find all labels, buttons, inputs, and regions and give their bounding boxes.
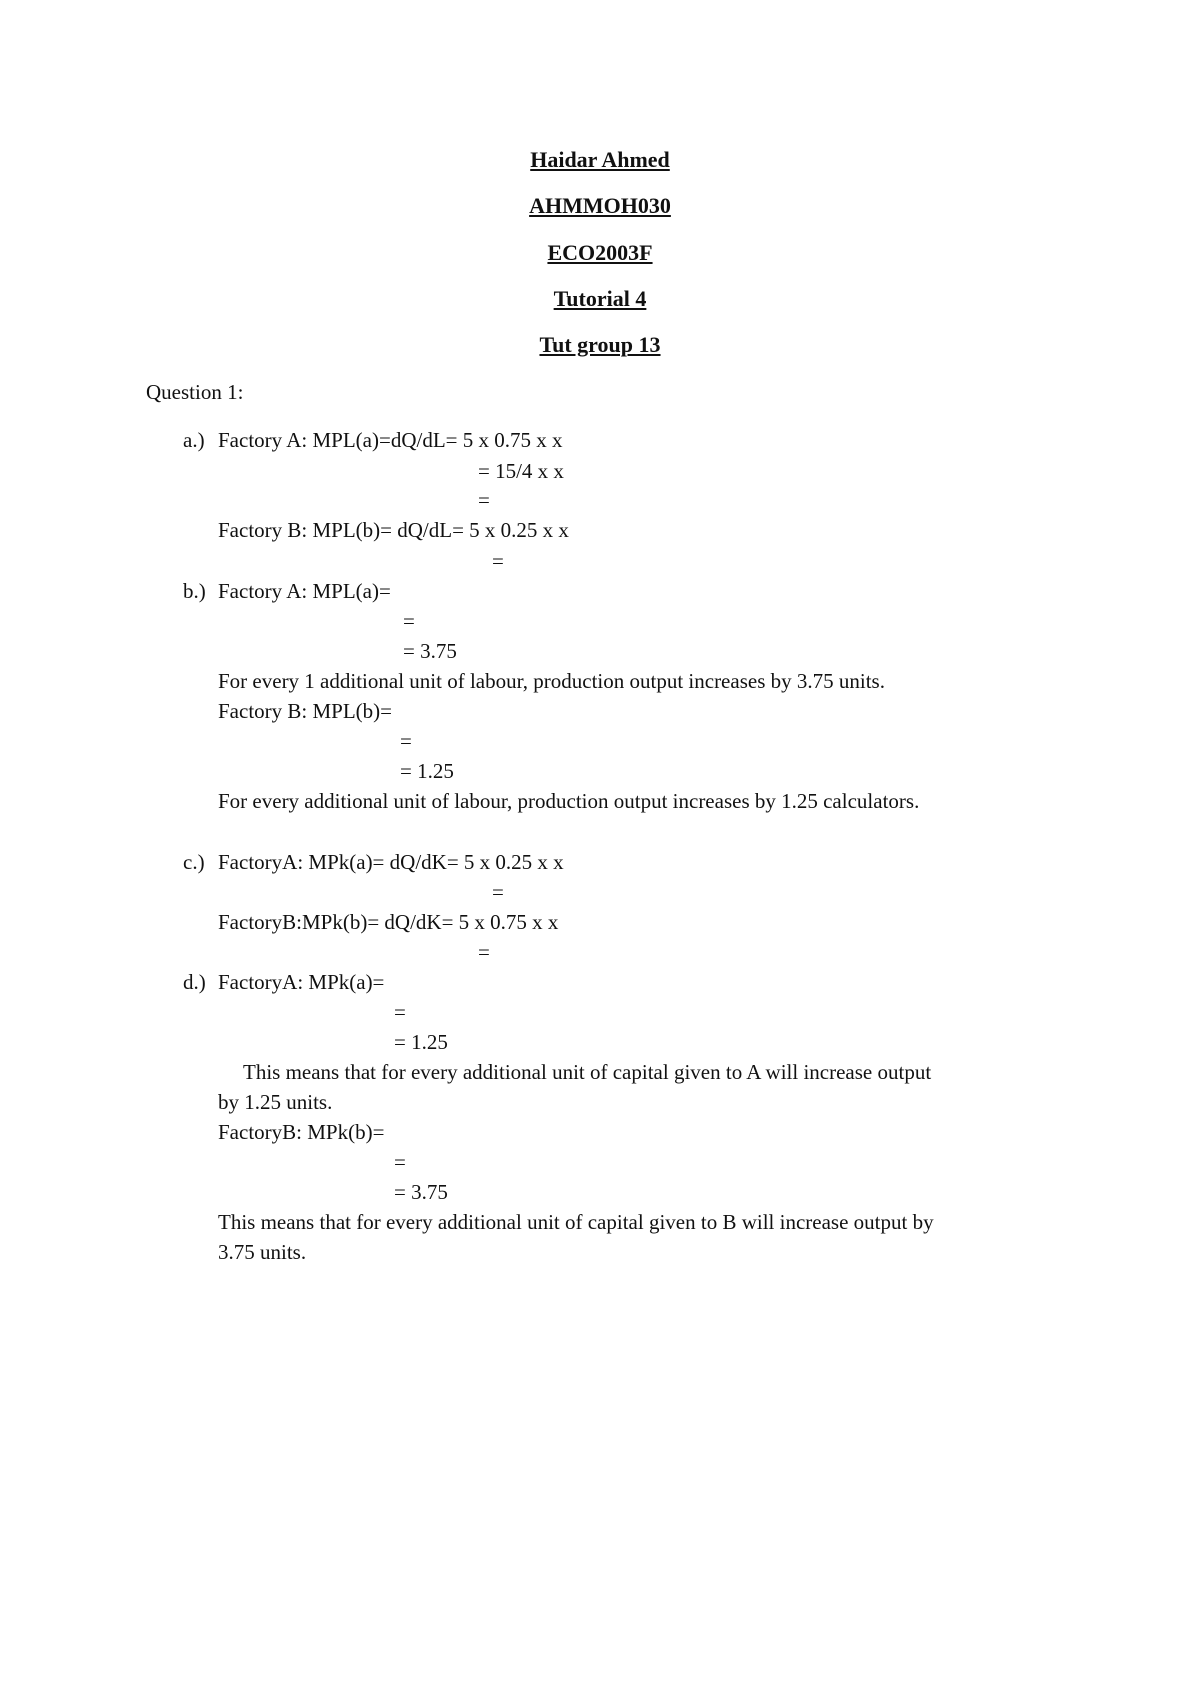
part-b-line: Factory B: MPL(b)=	[218, 699, 392, 723]
part-c-marker: c.)	[183, 850, 205, 874]
part-d-line: by 1.25 units.	[218, 1090, 333, 1114]
part-b-line: For every additional unit of labour, production output increases by 1.25 calculators.	[218, 789, 920, 813]
tutorial-title: Tutorial 4	[553, 286, 647, 311]
part-d-line: FactoryB: MPk(b)=	[218, 1120, 385, 1144]
part-d-line: This means that for every additional unit of capital given to A will increase output	[243, 1060, 932, 1084]
part-b-marker: b.)	[183, 579, 206, 603]
part-a-line: Factory A: MPL(a)=dQ/dL= 5 x 0.75 x x	[218, 428, 563, 452]
author-name: Haidar Ahmed	[530, 147, 670, 172]
part-b-line: Factory A: MPL(a)=	[218, 579, 391, 603]
part-c-line: =	[492, 880, 504, 904]
part-a-marker: a.)	[183, 428, 205, 452]
part-b-line: =	[403, 609, 415, 633]
part-b-line: =	[400, 729, 412, 753]
student-id: AHMMOH030	[529, 193, 671, 218]
part-d-marker: d.)	[183, 970, 206, 994]
part-d-line: = 3.75	[394, 1180, 448, 1204]
part-a-line: Factory B: MPL(b)= dQ/dL= 5 x 0.25 x x	[218, 518, 569, 542]
part-d-line: 3.75 units.	[218, 1240, 307, 1264]
part-a-line: =	[492, 549, 504, 573]
part-c-line: FactoryB:MPk(b)= dQ/dK= 5 x 0.75 x x	[218, 910, 559, 934]
part-a-line: = 15/4 x x	[478, 459, 564, 483]
part-b-line: = 1.25	[400, 759, 454, 783]
part-c-line: FactoryA: MPk(a)= dQ/dK= 5 x 0.25 x x	[218, 850, 564, 874]
part-d-line: This means that for every additional unit of capital given to B will increase output by	[218, 1210, 934, 1234]
part-b-line: = 3.75	[403, 639, 457, 663]
part-c-line: =	[478, 940, 490, 964]
part-a-line: =	[478, 488, 490, 512]
tut-group: Tut group 13	[539, 332, 661, 357]
part-b-line: For every 1 additional unit of labour, production output increases by 3.75 units.	[218, 669, 885, 693]
course-code: ECO2003F	[547, 240, 653, 265]
part-d-line: =	[394, 1000, 406, 1024]
part-d-line: FactoryA: MPk(a)=	[218, 970, 385, 994]
question-title: Question 1:	[146, 380, 244, 404]
part-d-line: =	[394, 1150, 406, 1174]
part-d-line: = 1.25	[394, 1030, 448, 1054]
